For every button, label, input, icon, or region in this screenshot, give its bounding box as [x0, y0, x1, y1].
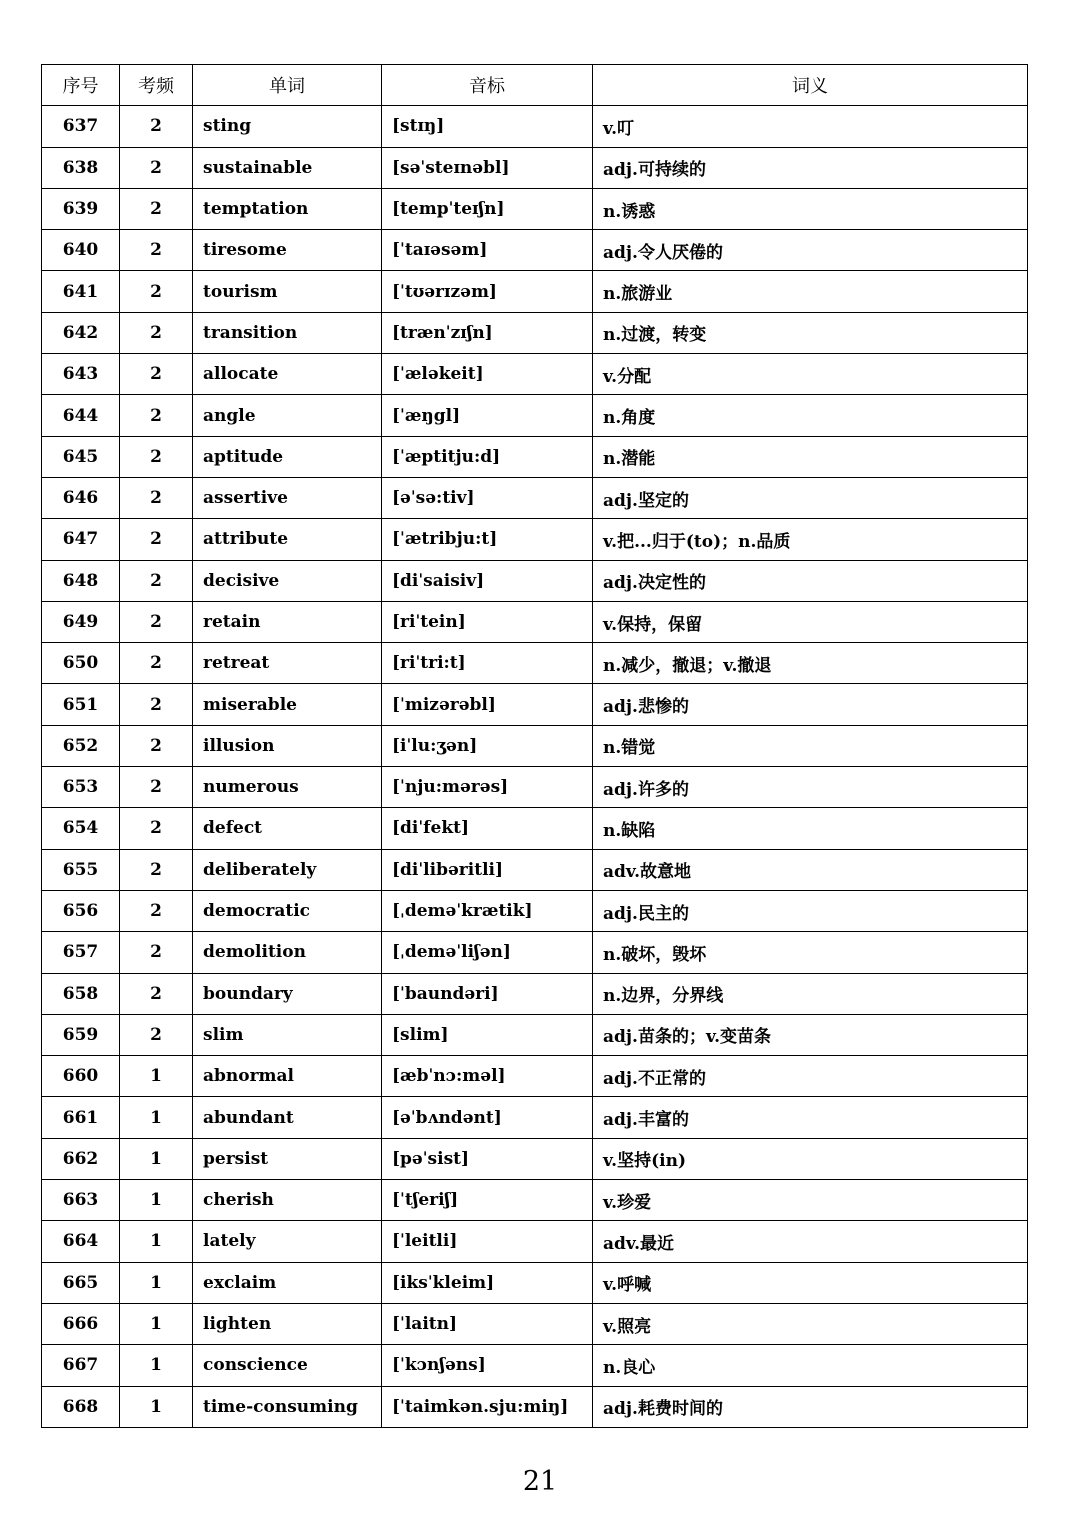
cell-index: 643 — [42, 354, 120, 395]
table-row — [42, 1014, 1028, 1055]
table-row — [42, 560, 1028, 601]
cell-phonetic: [ˈtaimkən.sju:miŋ] — [382, 1386, 593, 1427]
cell-phonetic: [diˈsaisiv] — [382, 560, 593, 601]
cell-word: demolition — [193, 932, 382, 973]
cell-frequency: 1 — [120, 1138, 193, 1179]
cell-word: decisive — [193, 560, 382, 601]
cell-phonetic: [ˈtaɪəsəm] — [382, 230, 593, 271]
cell-frequency: 2 — [120, 725, 193, 766]
cell-phonetic: [trænˈzɪʃn] — [382, 312, 593, 353]
cell-phonetic: [riˈtein] — [382, 601, 593, 642]
cell-meaning: n.错觉 — [593, 725, 1028, 766]
cell-phonetic: [əˈbʌndənt] — [382, 1097, 593, 1138]
table-row — [42, 932, 1028, 973]
cell-word: numerous — [193, 767, 382, 808]
cell-index: 659 — [42, 1014, 120, 1055]
cell-phonetic: [stɪŋ] — [382, 106, 593, 147]
cell-index: 661 — [42, 1097, 120, 1138]
table-row — [42, 1056, 1028, 1097]
cell-index: 668 — [42, 1386, 120, 1427]
cell-frequency: 2 — [120, 312, 193, 353]
cell-frequency: 1 — [120, 1221, 193, 1262]
cell-frequency: 1 — [120, 1180, 193, 1221]
cell-frequency: 2 — [120, 643, 193, 684]
table-row — [42, 106, 1028, 147]
cell-phonetic: [diˈlibəritli] — [382, 849, 593, 890]
cell-meaning: n.边界，分界线 — [593, 973, 1028, 1014]
cell-meaning: adv.故意地 — [593, 849, 1028, 890]
cell-word: abnormal — [193, 1056, 382, 1097]
table-row — [42, 1303, 1028, 1344]
cell-frequency: 1 — [120, 1262, 193, 1303]
cell-phonetic: [ˈleitli] — [382, 1221, 593, 1262]
cell-meaning: n.旅游业 — [593, 271, 1028, 312]
cell-index: 648 — [42, 560, 120, 601]
cell-phonetic: [ˈætribju:t] — [382, 519, 593, 560]
cell-frequency: 2 — [120, 188, 193, 229]
cell-phonetic: [æbˈnɔ:məl] — [382, 1056, 593, 1097]
cell-word: lighten — [193, 1303, 382, 1344]
cell-phonetic: [slim] — [382, 1014, 593, 1055]
cell-meaning: n.过渡，转变 — [593, 312, 1028, 353]
header-meaning: 词义 — [593, 65, 1028, 106]
cell-meaning: v.坚持(in) — [593, 1138, 1028, 1179]
cell-meaning: v.保持，保留 — [593, 601, 1028, 642]
cell-meaning: adv.最近 — [593, 1221, 1028, 1262]
cell-meaning: adj.坚定的 — [593, 477, 1028, 518]
cell-index: 658 — [42, 973, 120, 1014]
cell-word: cherish — [193, 1180, 382, 1221]
cell-frequency: 2 — [120, 519, 193, 560]
cell-meaning: v.分配 — [593, 354, 1028, 395]
table-row — [42, 188, 1028, 229]
cell-index: 666 — [42, 1303, 120, 1344]
cell-frequency: 2 — [120, 354, 193, 395]
cell-frequency: 2 — [120, 106, 193, 147]
cell-frequency: 2 — [120, 230, 193, 271]
table-row — [42, 601, 1028, 642]
cell-frequency: 2 — [120, 436, 193, 477]
cell-word: exclaim — [193, 1262, 382, 1303]
table-row — [42, 767, 1028, 808]
cell-frequency: 1 — [120, 1386, 193, 1427]
cell-phonetic: [iˈlu:ʒən] — [382, 725, 593, 766]
table-row — [42, 395, 1028, 436]
cell-meaning: n.诱惑 — [593, 188, 1028, 229]
cell-meaning: adj.令人厌倦的 — [593, 230, 1028, 271]
cell-word: transition — [193, 312, 382, 353]
cell-index: 639 — [42, 188, 120, 229]
cell-word: deliberately — [193, 849, 382, 890]
cell-word: temptation — [193, 188, 382, 229]
table-row — [42, 519, 1028, 560]
cell-phonetic: [ˈæptitju:d] — [382, 436, 593, 477]
cell-frequency: 1 — [120, 1097, 193, 1138]
cell-phonetic: [ˈmizərəbl] — [382, 684, 593, 725]
cell-meaning: adj.耗费时间的 — [593, 1386, 1028, 1427]
cell-frequency: 2 — [120, 932, 193, 973]
cell-word: democratic — [193, 890, 382, 931]
cell-index: 663 — [42, 1180, 120, 1221]
cell-word: persist — [193, 1138, 382, 1179]
cell-word: boundary — [193, 973, 382, 1014]
cell-phonetic: [ˌdeməˈliʃən] — [382, 932, 593, 973]
cell-frequency: 1 — [120, 1303, 193, 1344]
page-number: 21 — [522, 1466, 558, 1497]
cell-frequency: 1 — [120, 1345, 193, 1386]
cell-phonetic: [ˈæləkeit] — [382, 354, 593, 395]
cell-word: angle — [193, 395, 382, 436]
cell-meaning: n.缺陷 — [593, 808, 1028, 849]
cell-frequency: 2 — [120, 271, 193, 312]
cell-phonetic: [iksˈkleim] — [382, 1262, 593, 1303]
table-row — [42, 684, 1028, 725]
cell-meaning: adj.民主的 — [593, 890, 1028, 931]
cell-phonetic: [riˈtri:t] — [382, 643, 593, 684]
cell-word: sustainable — [193, 147, 382, 188]
cell-frequency: 2 — [120, 1014, 193, 1055]
cell-meaning: v.叮 — [593, 106, 1028, 147]
cell-index: 664 — [42, 1221, 120, 1262]
header-frequency: 考频 — [120, 65, 193, 106]
cell-meaning: adj.丰富的 — [593, 1097, 1028, 1138]
table-row — [42, 354, 1028, 395]
table-row — [42, 1345, 1028, 1386]
cell-index: 656 — [42, 890, 120, 931]
cell-word: defect — [193, 808, 382, 849]
table-row — [42, 890, 1028, 931]
table-row — [42, 1221, 1028, 1262]
cell-index: 665 — [42, 1262, 120, 1303]
table-row — [42, 436, 1028, 477]
cell-phonetic: [ˈtʊərɪzəm] — [382, 271, 593, 312]
table-body — [42, 106, 1028, 1428]
cell-meaning: adj.不正常的 — [593, 1056, 1028, 1097]
cell-meaning: v.照亮 — [593, 1303, 1028, 1344]
cell-frequency: 2 — [120, 147, 193, 188]
cell-index: 652 — [42, 725, 120, 766]
cell-frequency: 2 — [120, 395, 193, 436]
table-row — [42, 312, 1028, 353]
table-row — [42, 973, 1028, 1014]
table-row — [42, 271, 1028, 312]
cell-meaning: v.珍爱 — [593, 1180, 1028, 1221]
cell-frequency: 2 — [120, 601, 193, 642]
cell-index: 653 — [42, 767, 120, 808]
cell-word: tourism — [193, 271, 382, 312]
cell-frequency: 2 — [120, 767, 193, 808]
cell-frequency: 2 — [120, 890, 193, 931]
cell-index: 645 — [42, 436, 120, 477]
cell-word: conscience — [193, 1345, 382, 1386]
table-row — [42, 1180, 1028, 1221]
cell-phonetic: [ˈbaundəri] — [382, 973, 593, 1014]
cell-index: 649 — [42, 601, 120, 642]
cell-phonetic: [səˈsteɪnəbl] — [382, 147, 593, 188]
cell-index: 638 — [42, 147, 120, 188]
cell-phonetic: [ˈlaitn] — [382, 1303, 593, 1344]
cell-index: 654 — [42, 808, 120, 849]
cell-meaning: n.角度 — [593, 395, 1028, 436]
header-word: 单词 — [193, 65, 382, 106]
cell-word: retreat — [193, 643, 382, 684]
cell-word: miserable — [193, 684, 382, 725]
cell-word: retain — [193, 601, 382, 642]
cell-word: attribute — [193, 519, 382, 560]
table-row — [42, 643, 1028, 684]
cell-meaning: n.破坏，毁坏 — [593, 932, 1028, 973]
cell-index: 667 — [42, 1345, 120, 1386]
cell-word: allocate — [193, 354, 382, 395]
cell-meaning: adj.苗条的；v.变苗条 — [593, 1014, 1028, 1055]
cell-word: illusion — [193, 725, 382, 766]
cell-frequency: 1 — [120, 1056, 193, 1097]
cell-phonetic: [diˈfekt] — [382, 808, 593, 849]
cell-index: 662 — [42, 1138, 120, 1179]
cell-word: abundant — [193, 1097, 382, 1138]
cell-meaning: adj.决定性的 — [593, 560, 1028, 601]
cell-phonetic: [əˈsə:tiv] — [382, 477, 593, 518]
cell-meaning: adj.许多的 — [593, 767, 1028, 808]
cell-index: 657 — [42, 932, 120, 973]
cell-index: 642 — [42, 312, 120, 353]
cell-frequency: 2 — [120, 560, 193, 601]
header-index: 序号 — [42, 65, 120, 106]
table-row — [42, 808, 1028, 849]
vocabulary-table — [41, 64, 1028, 1428]
cell-phonetic: [tempˈteɪʃn] — [382, 188, 593, 229]
table-row — [42, 1138, 1028, 1179]
cell-meaning: adj.悲惨的 — [593, 684, 1028, 725]
cell-index: 646 — [42, 477, 120, 518]
cell-meaning: v.呼喊 — [593, 1262, 1028, 1303]
table-row — [42, 147, 1028, 188]
cell-word: aptitude — [193, 436, 382, 477]
cell-word: lately — [193, 1221, 382, 1262]
cell-index: 651 — [42, 684, 120, 725]
cell-word: time-consuming — [193, 1386, 382, 1427]
cell-meaning: n.减少，撤退；v.撤退 — [593, 643, 1028, 684]
cell-frequency: 2 — [120, 477, 193, 518]
cell-index: 660 — [42, 1056, 120, 1097]
table-row — [42, 230, 1028, 271]
cell-phonetic: [ˈæŋgl] — [382, 395, 593, 436]
table-row — [42, 1097, 1028, 1138]
cell-index: 655 — [42, 849, 120, 890]
cell-word: slim — [193, 1014, 382, 1055]
cell-index: 640 — [42, 230, 120, 271]
cell-meaning: adj.可持续的 — [593, 147, 1028, 188]
cell-meaning: n.潜能 — [593, 436, 1028, 477]
table-header-row — [42, 65, 1028, 106]
header-phonetic: 音标 — [382, 65, 593, 106]
cell-phonetic: [ˌdeməˈkrætik] — [382, 890, 593, 931]
table-row — [42, 1386, 1028, 1427]
cell-meaning: v.把...归于(to)；n.品质 — [593, 519, 1028, 560]
cell-index: 647 — [42, 519, 120, 560]
table-row — [42, 849, 1028, 890]
cell-frequency: 2 — [120, 684, 193, 725]
cell-meaning: n.良心 — [593, 1345, 1028, 1386]
table-row — [42, 725, 1028, 766]
cell-phonetic: [pəˈsist] — [382, 1138, 593, 1179]
cell-word: tiresome — [193, 230, 382, 271]
cell-phonetic: [ˈkɔnʃəns] — [382, 1345, 593, 1386]
cell-index: 644 — [42, 395, 120, 436]
cell-frequency: 2 — [120, 808, 193, 849]
cell-frequency: 2 — [120, 849, 193, 890]
cell-index: 650 — [42, 643, 120, 684]
cell-phonetic: [ˈnju:mərəs] — [382, 767, 593, 808]
cell-index: 641 — [42, 271, 120, 312]
cell-phonetic: [ˈtʃeriʃ] — [382, 1180, 593, 1221]
cell-word: sting — [193, 106, 382, 147]
cell-index: 637 — [42, 106, 120, 147]
table-row — [42, 1262, 1028, 1303]
cell-word: assertive — [193, 477, 382, 518]
cell-frequency: 2 — [120, 973, 193, 1014]
table-row — [42, 477, 1028, 518]
